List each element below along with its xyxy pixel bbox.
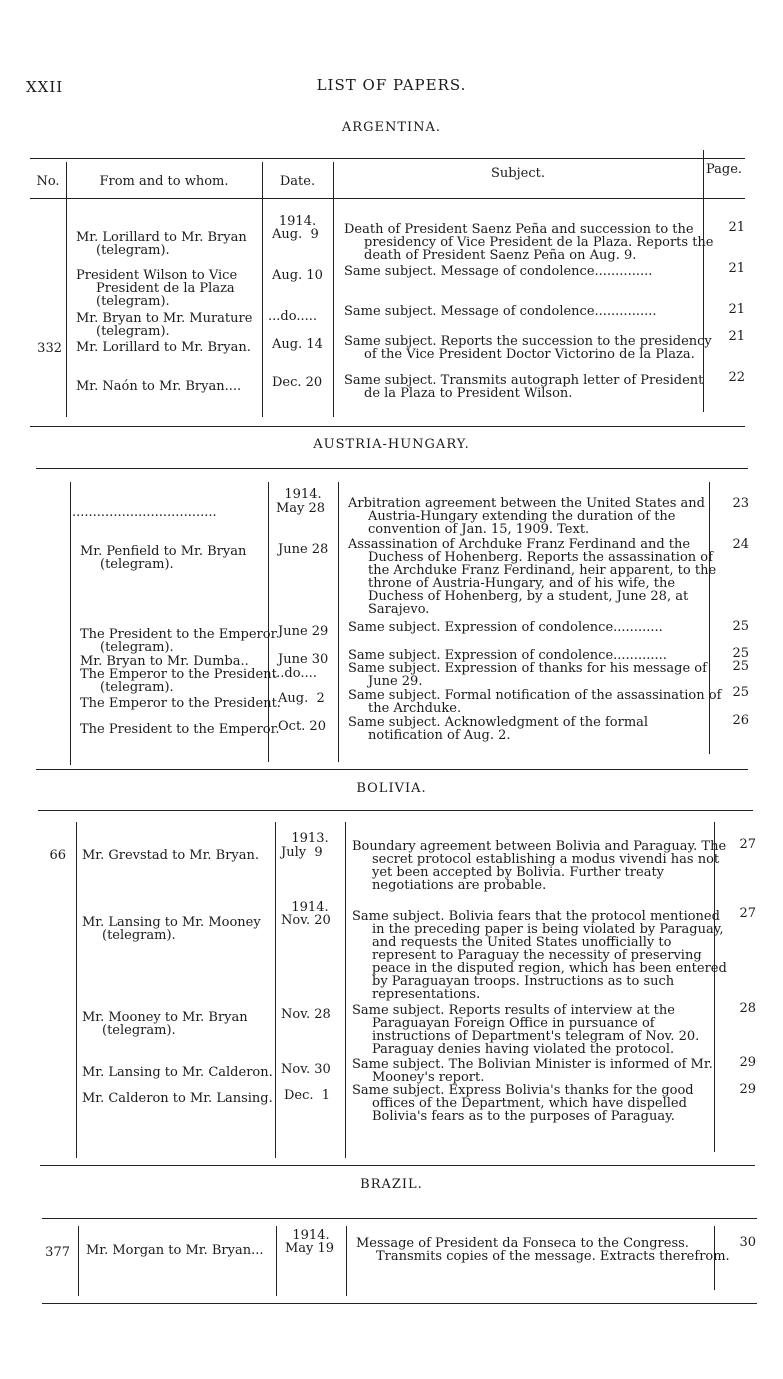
subject-cell: Boundary agreement between Bolivia and Paraguay. The secret protocol establishing a modus vivendi has not yet been accepted by Bolivia. Further treaty negotiations are probable.	[352, 839, 727, 893]
date-cell: ...do.....	[268, 309, 317, 324]
date-cell: Nov. 30	[281, 1062, 331, 1077]
header-from: From and to whom.	[99, 174, 229, 189]
date-cell: Aug. 9	[272, 227, 319, 242]
page-cell: 25	[732, 646, 749, 661]
section-title-bolivia: BOLIVIA.	[356, 781, 427, 796]
section-title-argentina: ARGENTINA.	[341, 120, 442, 135]
from-cell: President Wilson to Vice President de la Plaza (telegram).	[76, 268, 238, 309]
year-label: 1914.	[291, 900, 329, 915]
subject-cell: Same subject. Message of condolence...............	[344, 305, 657, 318]
page-cell: 27	[739, 906, 756, 921]
page-cell: 24	[732, 537, 749, 552]
subject-cell: Arbitration agreement between the United States and Austria-Hungary extending the duration of the convention of Jan. 15, 1909. Text.	[348, 496, 705, 537]
subject-cell: Death of President Saenz Peña and succession to the presidency of Vice President de la Plaza. Reports the death of President Saenz Peña on Aug. 9.	[344, 222, 714, 263]
page-cell: 29	[739, 1055, 756, 1070]
from-cell: Mr. Grevstad to Mr. Bryan.	[82, 848, 260, 863]
from-cell: The President to the Emperor.	[80, 722, 280, 737]
date-cell: Aug. 14	[272, 337, 323, 352]
section-title-austria-hungary: AUSTRIA-HUNGARY.	[313, 437, 470, 452]
page-cell: 25	[732, 659, 749, 674]
date-cell: ...do....	[272, 666, 317, 681]
page-cell: 25	[732, 619, 749, 634]
subject-cell: Assassination of Archduke Franz Ferdinand and the Duchess of Hohenberg. Reports the assassination of the Archduke Franz Ferdinand, heir apparent, to the throne of Austria-Hungary, and of his wife, the Duchess of Hohenberg, by a student, June 28, at Sarajevo.	[348, 537, 717, 617]
header-page: Page.	[705, 162, 743, 177]
from-cell: Mr. Lorillard to Mr. Bryan (telegram).	[76, 230, 247, 258]
number-cell: 377	[45, 1245, 70, 1260]
subject-cell: Same subject. Bolivia fears that the protocol mentioned in the preceding paper is being violated by Paraguay, and requests the United States unofficially to represent to Paraguay the necessity of preserving peace in the disputed region, which has been entered by Paraguayan troops. Instructions as to such representations.	[352, 909, 727, 1002]
page-cell: 23	[732, 496, 749, 511]
page-cell: 26	[732, 713, 749, 728]
subject-cell: Same subject. Express Bolivia's thanks for the good offices of the Department, which have dispelled Bolivia's fears as to the purposes of Paraguay.	[352, 1083, 694, 1124]
page-cell: 21	[728, 261, 745, 276]
from-cell: Mr. Naón to Mr. Bryan....	[76, 379, 242, 394]
page-cell: 28	[739, 1001, 756, 1016]
from-cell: Mr. Bryan to Mr. Murature (telegram).	[76, 311, 253, 339]
date-cell: June 28	[278, 542, 329, 557]
date-cell: Nov. 20	[281, 913, 331, 928]
year-label: 1914.	[292, 1228, 330, 1243]
page-cell: 21	[728, 220, 745, 235]
date-cell: Aug. 2	[278, 691, 325, 706]
subject-cell: Same subject. The Bolivian Minister is informed of Mr. Mooney's report.	[352, 1057, 713, 1085]
from-cell: Mr. Penfield to Mr. Bryan (telegram).	[80, 544, 247, 572]
subject-cell: Same subject. Expression of condolence.............	[348, 649, 667, 662]
year-label: 1914.	[278, 214, 317, 229]
from-cell: The Emperor to the President.	[80, 696, 281, 711]
number-cell: 66	[49, 848, 66, 863]
subject-cell: Same subject. Expression of thanks for his message of June 29.	[348, 661, 707, 689]
from-cell: Mr. Lansing to Mr. Mooney (telegram).	[82, 915, 261, 943]
from-cell: Mr. Morgan to Mr. Bryan...	[86, 1243, 264, 1258]
from-cell: Mr. Lansing to Mr. Calderon.	[82, 1065, 273, 1080]
number-cell: 332	[37, 341, 62, 356]
date-cell: May 28	[276, 501, 326, 516]
year-label: 1914.	[284, 487, 322, 502]
date-cell: Aug. 10	[272, 268, 323, 283]
date-cell: Dec. 1	[284, 1088, 331, 1103]
subject-cell: Message of President da Fonseca to the Congress. Transmits copies of the message. Extracts therefrom.	[356, 1236, 730, 1264]
page-cell: 30	[739, 1235, 756, 1250]
header-subject: Subject.	[491, 166, 545, 181]
date-cell: May 19	[285, 1241, 335, 1256]
subject-cell: Same subject. Transmits autograph letter of President de la Plaza to President Wilson.	[344, 373, 704, 401]
subject-cell: Same subject. Reports results of interview at the Paraguayan Foreign Office in pursuance of instructions of Department's telegram of Nov. 20. Paraguay denies having violated the protocol.	[352, 1003, 700, 1057]
page-number: XXII	[26, 78, 64, 96]
page-cell: 22	[728, 370, 745, 385]
date-cell: June 29	[278, 624, 329, 639]
from-cell: Mr. Lorillard to Mr. Bryan.	[76, 340, 251, 355]
date-cell: Nov. 28	[281, 1007, 331, 1022]
page-cell: 21	[728, 329, 745, 344]
subject-cell: Same subject. Message of condolence..............	[344, 265, 653, 278]
from-cell: The Emperor to the President (telegram).	[80, 667, 277, 695]
year-label: 1913.	[291, 831, 329, 846]
subject-cell: Same subject. Reports the succession to the presidency of the Vice President Doctor Victorino de la Plaza.	[344, 334, 712, 362]
date-cell: June 30	[278, 652, 329, 667]
subject-cell: Same subject. Formal notification of the assassination of the Archduke.	[348, 688, 722, 716]
from-cell: Mr. Calderon to Mr. Lansing.	[82, 1091, 273, 1106]
page-cell: 21	[728, 302, 745, 317]
from-cell: Mr. Bryan to Mr. Dumba..	[80, 654, 249, 669]
from-cell: The President to the Emperor (telegram).	[80, 627, 277, 655]
from-cell: ...................................	[72, 506, 217, 519]
section-title-brazil: BRAZIL.	[360, 1177, 423, 1192]
date-cell: July 9	[281, 845, 323, 860]
page-cell: 27	[739, 837, 756, 852]
subject-cell: Same subject. Expression of condolence............	[348, 621, 663, 634]
page-cell: 25	[732, 685, 749, 700]
header-date: Date.	[279, 174, 316, 189]
header-no: No.	[36, 174, 60, 189]
subject-cell: Same subject. Acknowledgment of the formal notification of Aug. 2.	[348, 715, 649, 743]
page-title: LIST OF PAPERS.	[316, 76, 467, 94]
from-cell: Mr. Mooney to Mr. Bryan (telegram).	[82, 1010, 248, 1038]
date-cell: Oct. 20	[278, 719, 326, 734]
page-cell: 29	[739, 1082, 756, 1097]
date-cell: Dec. 20	[272, 375, 323, 390]
